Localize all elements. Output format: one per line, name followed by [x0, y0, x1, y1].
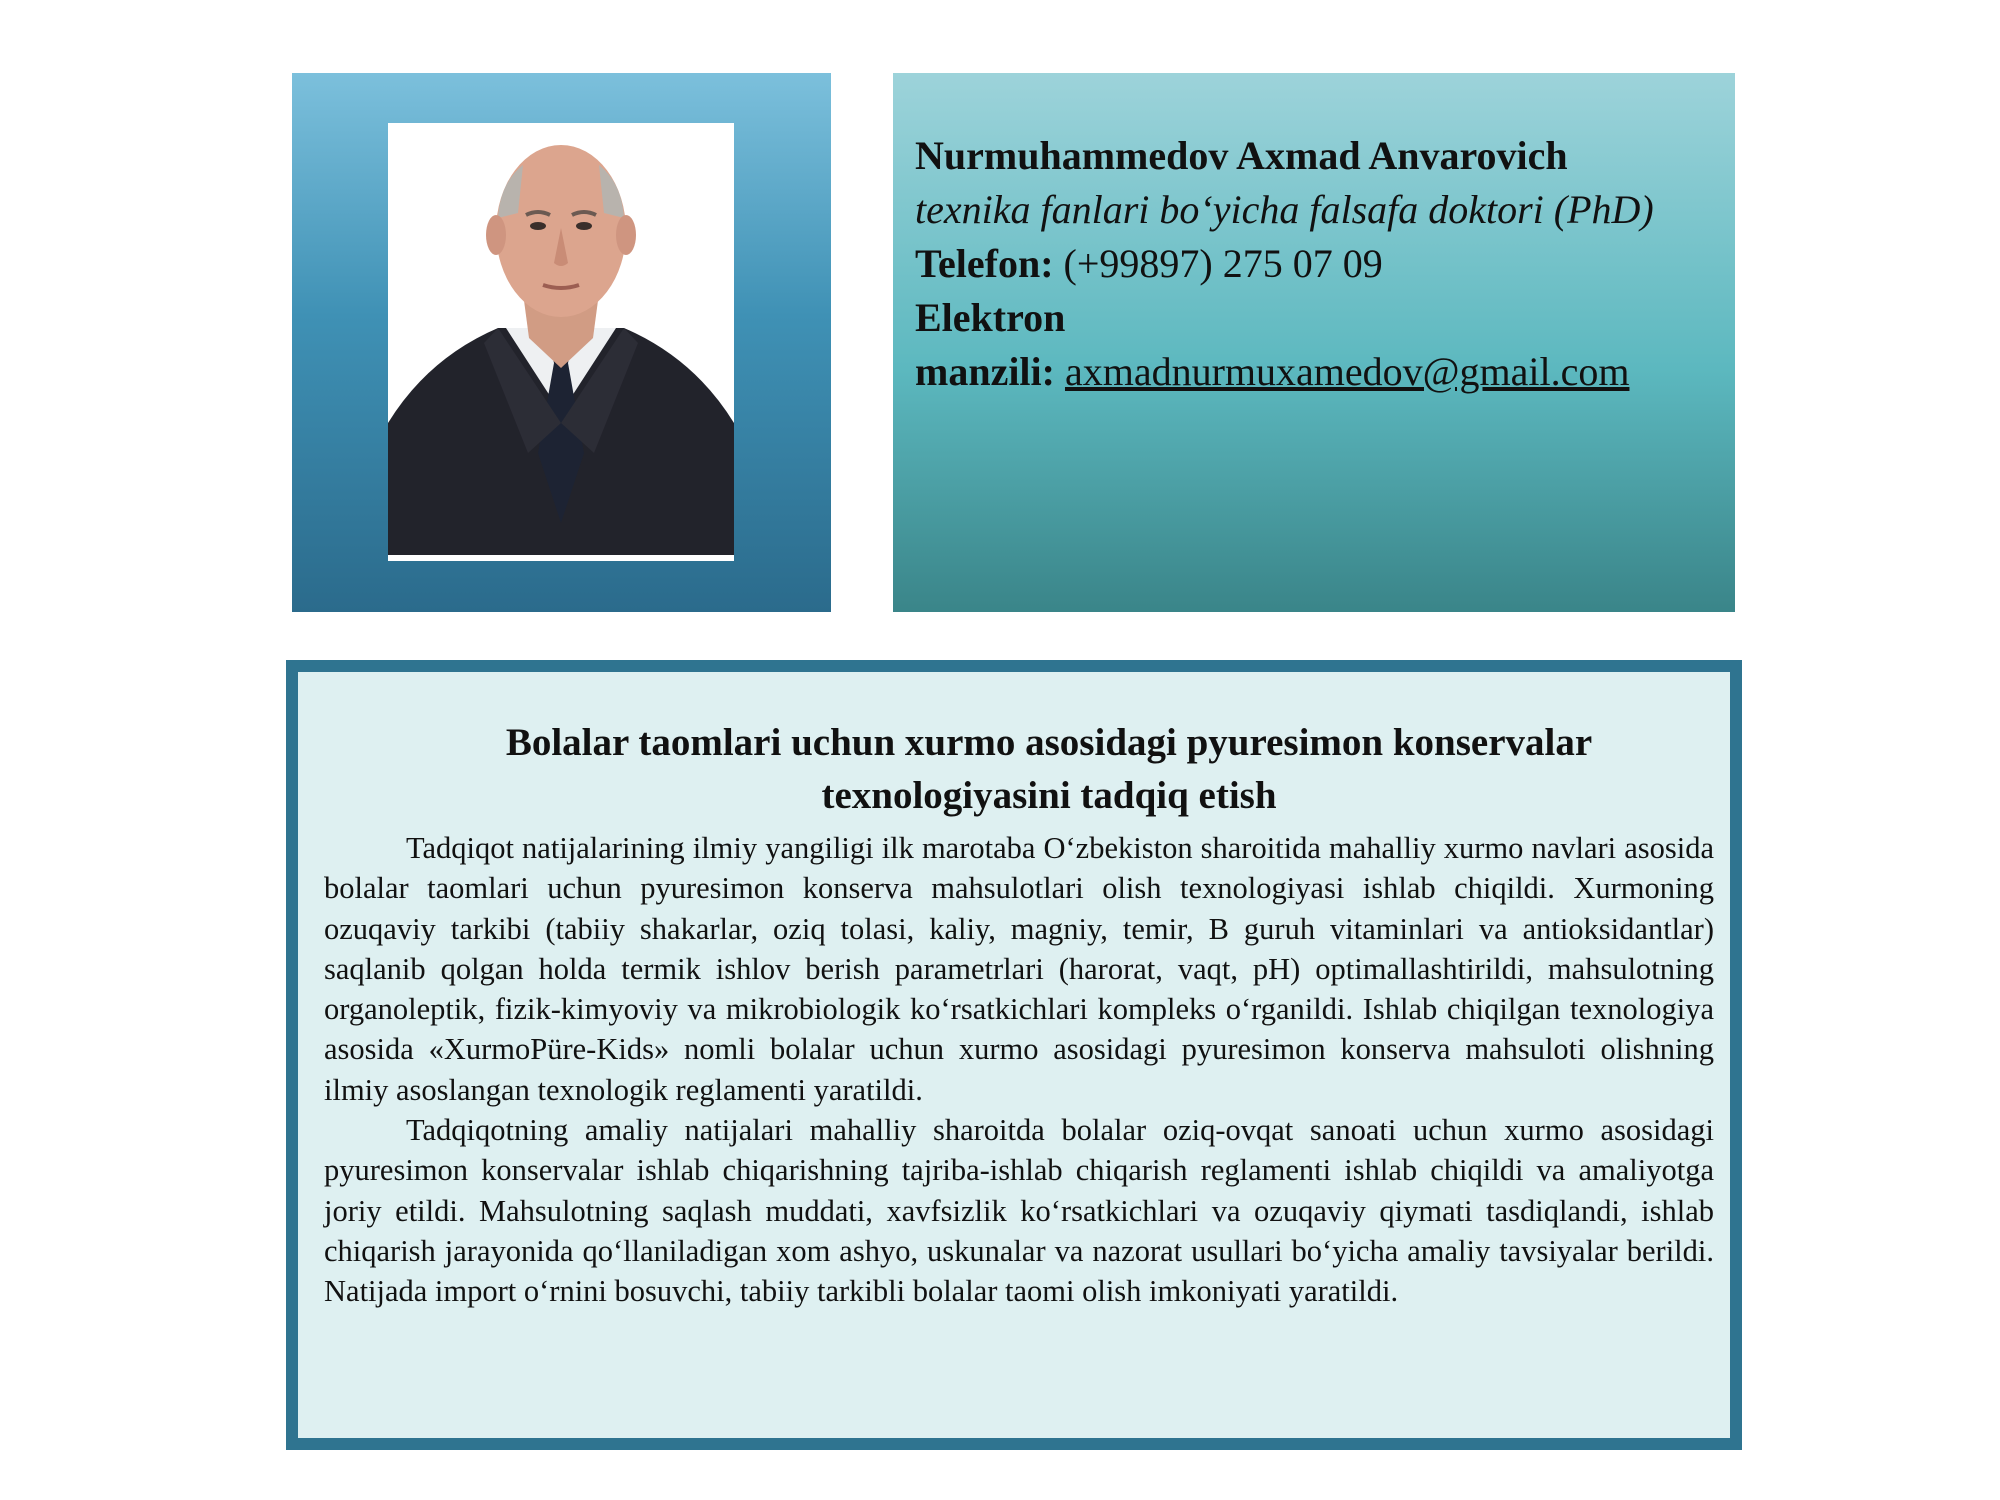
email-label-line2: manzili:	[915, 349, 1055, 394]
abstract-title: Bolalar taomlari uchun xurmo asosidagi pyuresimon konservalar texnologiyasini tadqiq etish	[505, 721, 1593, 817]
phone-value: (+99897) 275 07 09	[1063, 241, 1383, 286]
profile-degree: texnika fanlari bo‘yicha falsafa doktori (PhD)	[915, 187, 1654, 232]
email-link[interactable]: axmadnurmuxamedov@gmail.com	[1064, 349, 1630, 394]
phone-line	[915, 237, 1695, 291]
email-line	[915, 345, 1695, 399]
abstract-paragraph-1: Tadqiqot natijalarining ilmiy yangiligi ilk marotaba O‘zbekiston sharoitida mahalliy xurmo navlari asosida bolalar taomlari uchun pyuresimon konserva mahsulotlari olish texnologiyasi ishlab chiqildi. Xurmoning ozuqaviy tarkibi (tabiiy shakarlar, oziq tolasi, kaliy, magniy, temir, B guruh vitaminlari va antioksidantlar) saqlanib qolgan holda termik ishlov berish parametrlari (harorat, vaqt, pH) optimallashtirildi, mahsulotning organoleptik, fizik-kimyoviy va mikrobiologik ko‘rsatkichlari kompleks o‘rganildi. Ishlab chiqilgan texnologiya asosida «XurmoPüre-Kids» nomli bolalar uchun xurmo asosidagi pyuresimon konserva mahsuloti olishning ilmiy asoslangan texnologik reglamenti yaratildi.	[324, 831, 1714, 1107]
portrait-photo	[388, 123, 734, 561]
abstract-paragraph-2: Tadqiqotning amaliy natijalari mahalliy sharoitda bolalar oziq-ovqat sanoati uchun xurmo asosidagi pyuresimon konservalar ishlab chiqarishning tajriba-ishlab chiqarish reglamenti ishlab chiqildi va amaliyotga joriy etildi. Mahsulotning saqlash muddati, xavfsizlik ko‘rsatkichlari va ozuqaviy qiymati tasdiqlandi, ishlab chiqarish jarayonida qo‘llaniladigan xom ashyo, uskunalar va nazorat usullari bo‘yicha amaliy tavsiyalar berildi. Natijada import o‘rnini bosuvchi, tabiiy tarkibli bolalar taomi olish imkoniyati yaratildi.	[324, 1113, 1714, 1309]
profile-name: Nurmuhammedov Axmad Anvarovich	[915, 133, 1568, 178]
abstract-box	[286, 660, 1742, 1450]
profile-info-panel	[893, 73, 1735, 612]
photo-panel	[292, 73, 831, 612]
portrait-image	[388, 123, 734, 561]
email-label-line1: Elektron	[915, 295, 1066, 340]
phone-label: Telefon:	[915, 241, 1054, 286]
